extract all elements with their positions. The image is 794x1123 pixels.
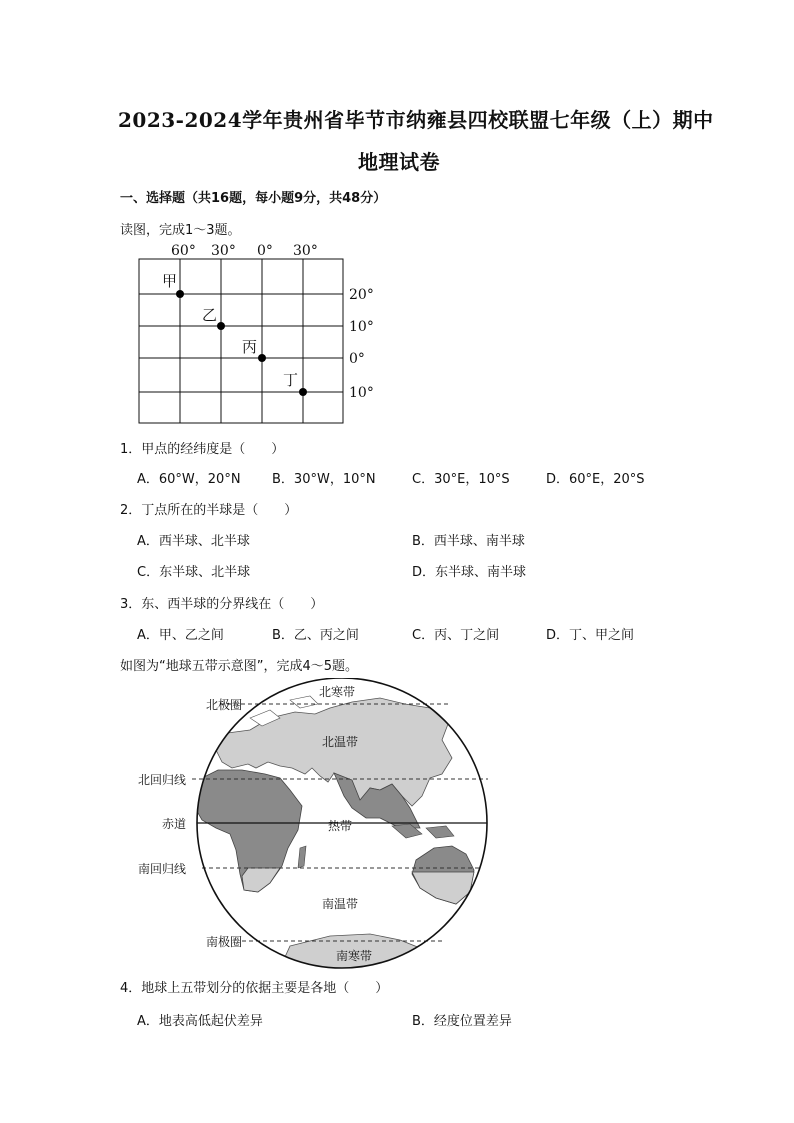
q3-option-d[interactable]: D．丁、甲之间 — [546, 628, 635, 643]
north-frigid-zone-label: 北寒带 — [319, 685, 356, 699]
lon-label: 30° — [211, 243, 236, 259]
torrid-zone-label: 热带 — [328, 819, 353, 833]
q2-option-d[interactable]: D．东半球、南半球 — [412, 565, 527, 580]
q1-option-d[interactable]: D．60°E，20°S — [546, 472, 645, 487]
lat-label: 20° — [349, 287, 374, 303]
q2-option-a[interactable]: A．西半球、北半球 — [137, 534, 250, 549]
tropic-of-cancer-label: 北回归线 — [138, 773, 187, 787]
lat-label: 0° — [349, 351, 365, 367]
section-heading: 一、选择题（共16题，每小题9分，共48分） — [120, 191, 387, 206]
point-label-yi: 乙 — [202, 306, 218, 324]
north-temperate-zone-label: 北温带 — [322, 735, 359, 749]
page-subtitle: 地理试卷 — [358, 150, 440, 174]
south-frigid-zone-label: 南寒带 — [336, 949, 373, 963]
point-ding — [299, 388, 307, 396]
q3-option-c[interactable]: C．丙、丁之间 — [412, 628, 500, 643]
lon-label: 30° — [293, 243, 318, 259]
tropic-of-capricorn-label: 南回归线 — [138, 862, 187, 876]
q4-option-a[interactable]: A．地表高低起伏差异 — [137, 1014, 263, 1029]
point-label-bing: 丙 — [242, 338, 258, 356]
q1-option-a[interactable]: A．60°W，20°N — [137, 472, 241, 487]
point-bing — [258, 354, 266, 362]
point-label-jia: 甲 — [162, 272, 178, 290]
q2-option-b[interactable]: B．西半球、南半球 — [412, 534, 525, 549]
q1-option-c[interactable]: C．30°E，10°S — [412, 472, 510, 487]
question-2-stem: 2．丁点所在的半球是（ ） — [120, 503, 298, 518]
five-zones-globe-figure — [130, 678, 500, 970]
question-1-stem: 1．甲点的经纬度是（ ） — [120, 442, 285, 457]
lon-label: 0° — [257, 243, 273, 259]
lat-label: 10° — [349, 385, 374, 401]
q4-option-b[interactable]: B．经度位置差异 — [412, 1014, 512, 1029]
point-yi — [217, 322, 225, 330]
question-3-stem: 3．东、西半球的分界线在（ ） — [120, 597, 324, 612]
arctic-circle-label: 北极圈 — [206, 698, 243, 712]
lat-label: 10° — [349, 319, 374, 335]
south-temperate-zone-label: 南温带 — [322, 897, 359, 911]
point-jia — [176, 290, 184, 298]
question-4-stem: 4．地球上五带划分的依据主要是各地（ ） — [120, 981, 389, 996]
q3-option-b[interactable]: B．乙、丙之间 — [272, 628, 359, 643]
q1-option-b[interactable]: B．30°W，10°N — [272, 472, 376, 487]
equator-label: 赤道 — [162, 817, 187, 831]
antarctic-circle-label: 南极圈 — [206, 935, 243, 949]
q2-option-c[interactable]: C．东半球、北半球 — [137, 565, 251, 580]
lon-label: 60° — [171, 243, 196, 259]
intro-text-1: 读图，完成1～3题。 — [120, 223, 241, 238]
intro-text-2: 如图为“地球五带示意图”，完成4～5题。 — [120, 659, 359, 674]
q3-option-a[interactable]: A．甲、乙之间 — [137, 628, 224, 643]
lat-lon-grid-figure — [130, 238, 390, 430]
page-title: 2023-2024学年贵州省毕节市纳雍县四校联盟七年级（上）期中 — [118, 108, 714, 132]
point-label-ding: 丁 — [283, 371, 299, 389]
